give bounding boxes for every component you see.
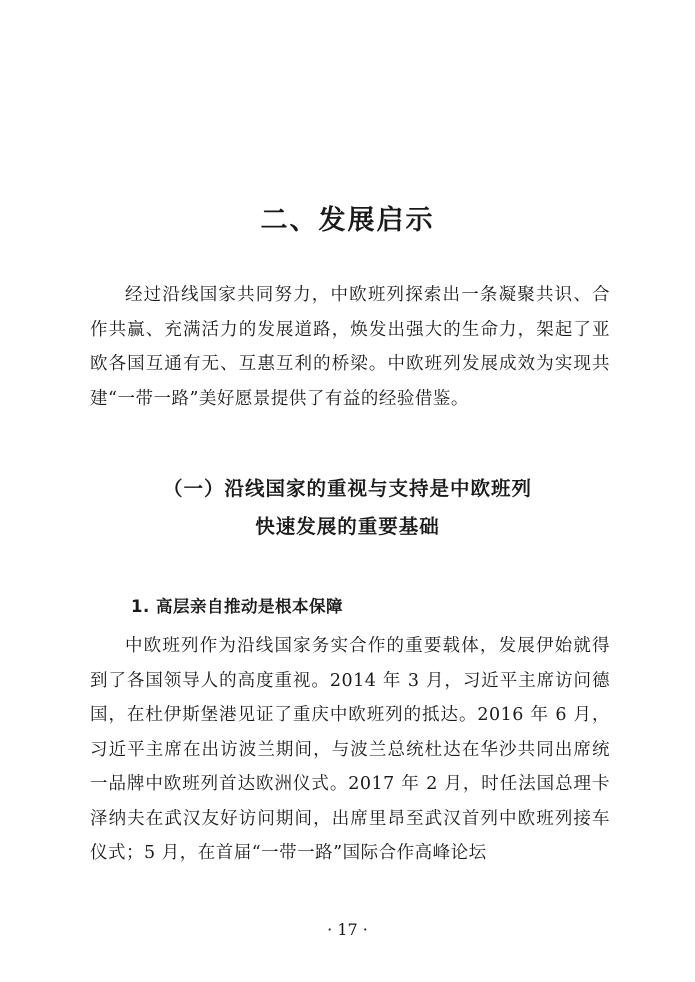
subsection-title (0, 470, 695, 546)
point-title: 1. 高层亲自推动是根本保障 (131, 597, 343, 616)
subsection-title-line-1: （一）沿线国家的重视与支持是中欧班列 (162, 477, 532, 500)
subsection-title-line-2: 快速发展的重要基础 (255, 515, 440, 538)
section-title: 二、发展启示 (260, 205, 435, 237)
page-number: · 17 · (327, 920, 368, 939)
body-paragraph: 中欧班列作为沿线国家务实合作的重要载体，发展伊始就得到了各国领导人的高度重视。2014 年 3 月，习近平主席访问德国，在杜伊斯堡港见证了重庆中欧班列的抵达。2016 年 6 月，习近平主席在出访波兰期间，与波兰总统杜达在华沙共同出席统一品牌中欧班列首达欧洲仪式。2017 年 2 月，时任法国总理卡泽纳夫在武汉友好访问期间，出席里昂至武汉首列中欧班列接车仪式；5 月，在首届“一带一路”国际合作高峰论坛 (90, 636, 610, 863)
intro-paragraph: 经过沿线国家共同努力，中欧班列探索出一条凝聚共识、合作共赢、充满活力的发展道路，焕发出强大的生命力，架起了亚欧各国互通有无、互惠互利的桥梁。中欧班列发展成效为实现共建“一带一路”美好愿景提供了有益的经验借鉴。 (90, 285, 610, 409)
